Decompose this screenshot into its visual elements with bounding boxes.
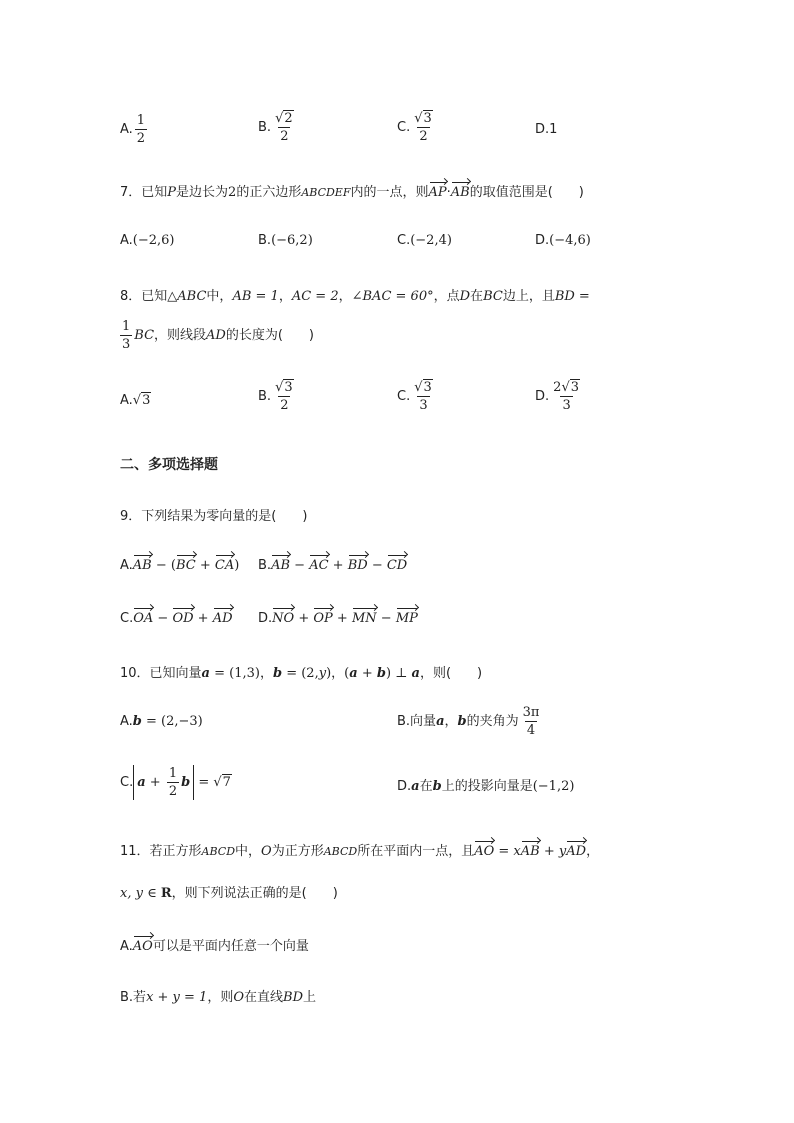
q11-option-a: A.AO可以是平面内任意一个向量 [120, 939, 309, 954]
q8-option-d: D. $\frac{2√3}{3}$ [535, 379, 584, 414]
option-label: C. [397, 120, 411, 135]
q10-option-d: D.a在b上的投影向量是(−1,2) [397, 779, 575, 794]
q9-option-d: D.NO + OP + MN − MP [258, 611, 418, 626]
fraction: $\frac{2√3}{3}$ [553, 380, 580, 413]
q8-option-c: C. $\frac{√3}{3}$ [397, 379, 437, 414]
q11-stem-line2: x, y ∈ R，则下列说法正确的是( ) [120, 886, 338, 901]
fraction: $\frac{√3}{2}$ [414, 111, 432, 144]
q6-option-c [397, 110, 437, 145]
q10-option-b: B.向量a，b的夹角为 $\frac{3\pi}{4}$ [397, 705, 540, 738]
q7-option-d: D.(−4,6) [535, 233, 591, 248]
q9-option-a: A.AB − (BC + CA) [120, 558, 240, 573]
q9-stem: 9．下列结果为零向量的是( ) [120, 509, 308, 524]
fraction: $\frac{1}{2}$ [168, 766, 178, 799]
q8-stem-line1: 8．已知△ABC中，AB = 1，AC = 2，∠BAC = 60°，点D在BC边上，且BD = [120, 289, 590, 304]
q6-option-b [258, 110, 298, 145]
q8-option-b: B. $\frac{√3}{2}$ [258, 379, 298, 414]
fraction: $\frac{3\pi}{4}$ [522, 705, 540, 738]
q7-option-b: B.(−6,2) [258, 233, 313, 248]
q6-option-d: D.1 [535, 122, 558, 137]
q8-option-a: A.√3 [120, 393, 151, 408]
q9-option-b: B.AB − AC + BD − CD [258, 558, 408, 573]
q11-option-b: B.若x + y = 1，则O在直线BD上 [120, 990, 317, 1005]
vector-ap: AP [428, 185, 447, 200]
magnitude-bars: a + $\frac{1}{2}$ b [133, 765, 194, 800]
option-label: B. [258, 120, 272, 135]
q10-option-c: C. a + $\frac{1}{2}$ b = √7 [120, 766, 231, 799]
section-heading: 二、多项选择题 [120, 457, 218, 473]
fraction: $\frac{√2}{2}$ [275, 111, 293, 144]
q8-stem-line2: $\frac{1}{3}$ BC，则线段AD的长度为( ) [122, 319, 315, 352]
fraction: $\frac{√3}{2}$ [275, 380, 293, 413]
q6-option-a [120, 112, 149, 147]
q7-stem: 7．已知P是边长为2的正六边形ABCDEF内的一点，则AP·AB的取值范围是( ) [120, 185, 584, 200]
vector-ab: AB [450, 185, 470, 200]
fraction: $\frac{1}{3}$ [122, 319, 131, 352]
fraction: $\frac{√3}{3}$ [414, 380, 432, 413]
q7-option-c: C.(−2,4) [397, 233, 452, 248]
q10-stem: 10．已知向量a = (1,3)，b = (2,y)，(a + b) ⊥ a，则( ) [120, 666, 483, 681]
fraction: $\frac{1}{2}$ [136, 113, 146, 146]
q10-option-a: A.b = (2,−3) [120, 714, 203, 729]
q9-option-c: C.OA − OD + AD [120, 611, 233, 626]
option-label: A. [120, 122, 133, 137]
q7-option-a: A.(−2,6) [120, 233, 175, 248]
q11-stem-line1: 11．若正方形ABCD中，O为正方形ABCD所在平面内一点，且AO = xAB + yAD， [120, 844, 600, 859]
